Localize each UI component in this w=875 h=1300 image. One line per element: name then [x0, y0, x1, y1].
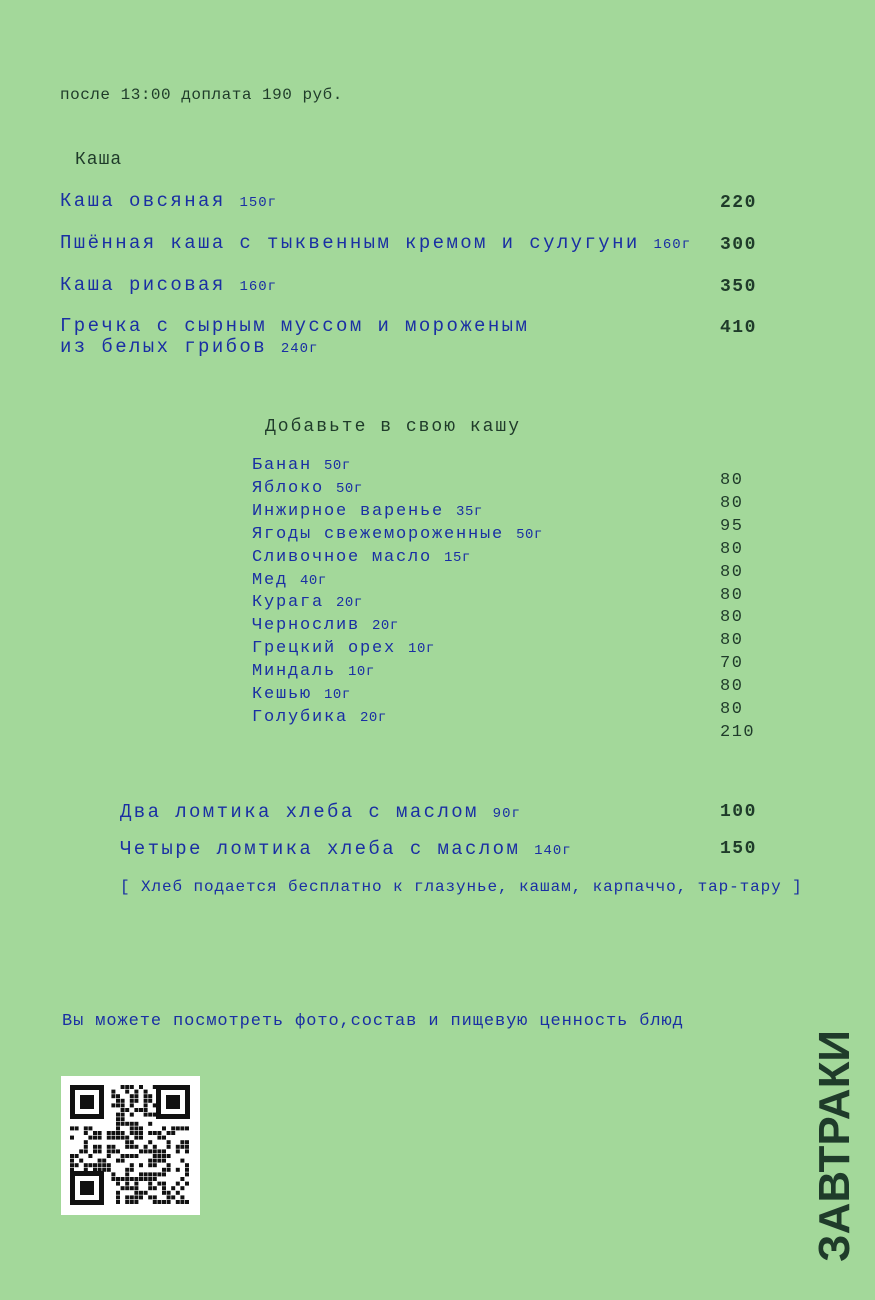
addon-item: [252, 501, 543, 524]
bread-price: 150: [720, 839, 757, 859]
dish-weight: 160г: [239, 279, 278, 295]
addon-name: Кешью: [252, 685, 325, 705]
addon-item: [252, 592, 543, 615]
addon-name: Яблоко: [252, 478, 325, 498]
addons-list: [252, 455, 543, 730]
addon-weight: 10г: [324, 687, 351, 704]
addon-name: Чернослив: [252, 616, 361, 636]
dish-weight: 240г: [280, 341, 319, 357]
qr-code-icon[interactable]: [61, 1076, 200, 1215]
addon-weight: 15г: [444, 549, 471, 566]
addon-name: Ягоды свежемороженные: [252, 524, 505, 544]
addon-item: [252, 570, 543, 593]
addon-name: Сливочное масло: [252, 547, 433, 567]
addon-item: [252, 684, 543, 707]
addon-item: [252, 547, 543, 570]
bread-weight: 140г: [534, 843, 572, 859]
addon-price: 80: [720, 677, 744, 697]
addon-price: 80: [720, 471, 744, 490]
vertical-title-text: ЗАВТРАКИ: [810, 1030, 859, 1263]
addon-prices: [720, 470, 755, 745]
dish-name-line2: из белых грибов: [60, 336, 268, 358]
addon-weight: 20г: [336, 595, 363, 612]
bread-item: [120, 838, 572, 860]
dish-item: [60, 191, 277, 214]
addon-price: 70: [720, 654, 744, 674]
dish-name: Каша рисовая: [60, 274, 226, 296]
section-title: Каша: [75, 150, 123, 170]
addons-title: Добавьте в свою кашу: [265, 417, 522, 437]
addon-name: Банан: [252, 456, 313, 475]
bread-note: [ Хлеб подается бесплатно к глазунье, кашам, карпаччо, тар-тару ]: [120, 878, 803, 896]
info-text: Вы можете посмотреть фото,состав и пищевую ценность блюд: [62, 1012, 684, 1031]
addon-price: 80: [720, 585, 744, 605]
bread-name: Два ломтика хлеба с маслом: [120, 801, 479, 823]
dish-name: Каша овсяная: [60, 190, 226, 212]
addon-price: 80: [720, 631, 744, 651]
addon-item: [252, 638, 543, 661]
addon-name: Курага: [252, 593, 325, 613]
dish-item: [60, 316, 529, 360]
addon-item: [252, 478, 543, 501]
addon-weight: 20г: [360, 709, 387, 726]
addon-name: Миндаль: [252, 662, 337, 682]
addon-weight: 50г: [516, 526, 543, 543]
addon-price: 210: [720, 722, 756, 742]
qr-code-graphic: [61, 1076, 200, 1215]
dish-name-line1: Гречка с сырным муссом и мороженым: [60, 315, 530, 337]
bread-weight: 90г: [492, 806, 521, 822]
dish-price: 220: [720, 193, 757, 213]
dish-price: 300: [720, 235, 757, 255]
addon-item: [252, 661, 543, 684]
addon-name: Голубика: [252, 707, 349, 727]
addon-weight: 20г: [372, 618, 399, 635]
dish-weight: 160г: [653, 237, 692, 253]
addon-weight: 10г: [408, 641, 435, 658]
dish-price: 410: [720, 318, 757, 338]
addon-price: 80: [720, 608, 744, 628]
bread-name: Четыре ломтика хлеба с маслом: [120, 838, 521, 860]
dish-item: [60, 275, 277, 298]
addon-price: 80: [720, 539, 744, 559]
addon-item: [252, 615, 543, 638]
addon-price: 80: [720, 700, 744, 720]
addon-weight: 10г: [348, 664, 375, 681]
addon-weight: 50г: [324, 458, 351, 474]
addon-price: 80: [720, 562, 744, 582]
addon-item: [252, 524, 543, 547]
addon-name: Мед: [252, 570, 289, 590]
addon-item: [252, 455, 543, 478]
dish-price: 350: [720, 277, 757, 297]
dish-weight: 150г: [239, 195, 278, 211]
dish-name: Пшённая каша с тыквенным кремом и сулугуни: [60, 232, 640, 254]
addon-weight: 35г: [456, 503, 483, 520]
addon-item: [252, 707, 543, 730]
vertical-title: [800, 1030, 870, 1290]
addon-name: Инжирное варенье: [252, 501, 445, 521]
addon-price: 95: [720, 516, 744, 536]
dish-item: [60, 233, 691, 256]
addon-name: Грецкий орех: [252, 639, 397, 659]
bread-item: [120, 801, 521, 823]
addon-price: 80: [720, 493, 744, 513]
surcharge-note: после 13:00 доплата 190 руб.: [60, 86, 343, 104]
addon-weight: 50г: [336, 480, 363, 497]
bread-price: 100: [720, 802, 757, 822]
addon-weight: 40г: [300, 572, 327, 589]
